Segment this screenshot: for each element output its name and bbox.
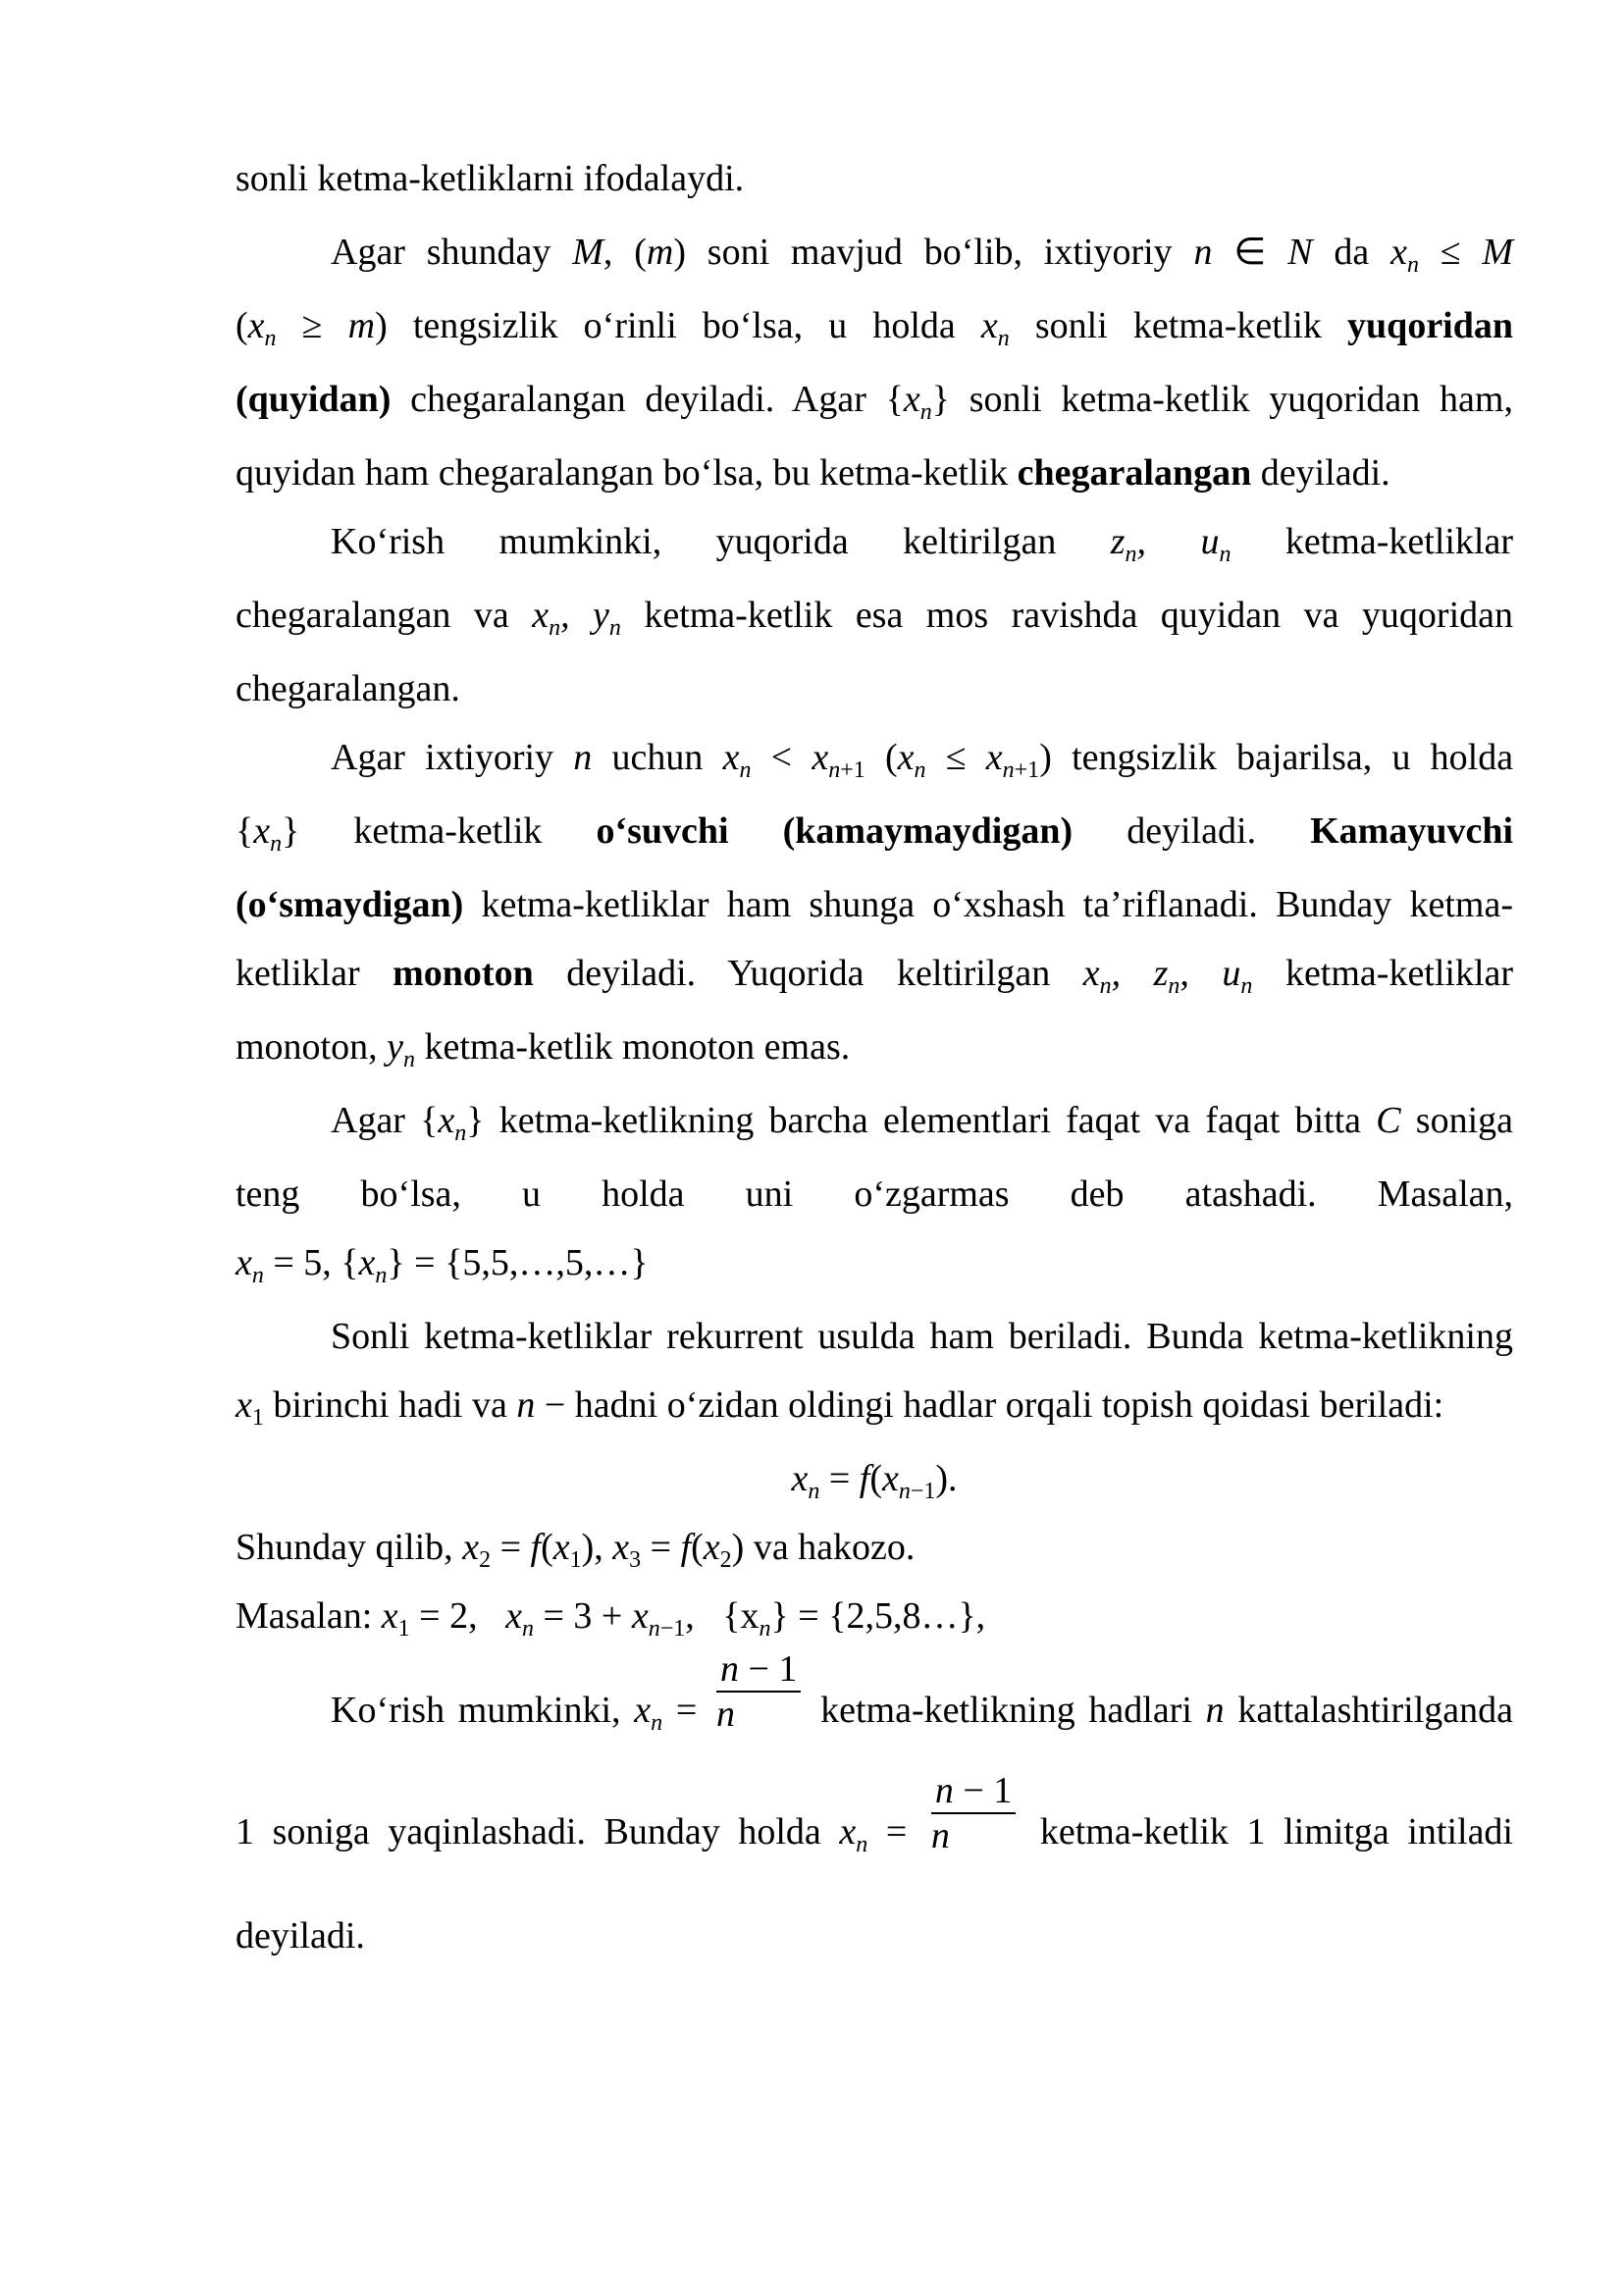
text-line: $x_1$ birinchi hadi va n − hadni o‘zidan oldingi hadlar orqali topish qoidasi beriladi: xyxy=(236,1384,1444,1431)
text-line: quyidan ham chegaralangan bo‘lsa, bu ketma-ketlik chegaralangan deyiladi. xyxy=(236,452,1390,494)
text-line: $\{x_n\}$ ketma-ketlik o‘suvchi (kamaymaydigan) deyiladi. Kamayuvchi xyxy=(236,810,1514,857)
text-line: deyiladi. xyxy=(236,1915,365,1956)
formula-line: $x_n = 5$, $\{x_n\}$ = {5,5,…,5,…} xyxy=(236,1242,649,1288)
text-line: chegaralangan. xyxy=(236,668,460,709)
text-line: Agar shunday M, (m) soni mavjud bo‘lib, ixtiyoriy n ∈ N da $x_n \le M$ xyxy=(331,232,1514,278)
text-line: Ko‘rish mumkinki, yuqorida keltirilgan $z_n$, $u_n$ ketma-ketliklar xyxy=(331,521,1514,567)
text-line: Masalan: $x_1 = 2$, $x_n = 3 + x_{n-1}$, $\{x_n\}$ = {2,5,8…}, xyxy=(236,1595,986,1642)
text-line: Sonli ketma-ketliklar rekurrent usulda ham beriladi. Bunda ketma-ketlikning xyxy=(331,1316,1513,1357)
fraction: $\frac{n - 1}{n}$ xyxy=(931,1769,1016,1857)
text-line: Agar ixtiyoriy n uchun $x_n < x_{n+1}$ $(x_n \le x_{n+1})$ tengsizlik bajarilsa, u holda xyxy=(331,737,1514,783)
fraction: $\frac{n - 1}{n}$ xyxy=(716,1647,801,1736)
text-line: Shunday qilib, $x_2 = f(x_1)$, $x_3 = f(x_2)$ va hakozo. xyxy=(236,1527,916,1573)
text-line: teng bo‘lsa, u holda uni o‘zgarmas deb atashadi. Masalan, xyxy=(236,1174,1513,1215)
text-line: (quyidan) chegaralangan deyiladi. Agar $\{x_n\}$ sonli ketma-ketlik yuqoridan ham, xyxy=(236,379,1513,425)
text-line: Ko‘rish mumkinki, $x_n$ = $\frac{n - 1}{n}$ ketma-ketlikning hadlari n kattalashtirilganda xyxy=(331,1648,1513,1736)
text-line: ketliklar monoton deyiladi. Yuqorida keltirilgan $x_n$, $z_n$, $u_n$ ketma-ketliklar xyxy=(236,953,1514,999)
formula-line: $x_n = f(x_{n-1})$. xyxy=(791,1458,958,1504)
text-line: $(x_n \ge m)$ tengsizlik o‘rinli bo‘lsa, u holda $x_n$ sonli ketma-ketlik yuqoridan xyxy=(236,305,1514,351)
text-line: (o‘smaydigan) ketma-ketliklar ham shunga o‘xshash ta’riflanadi. Bunday ketma- xyxy=(236,884,1513,925)
text-line: chegaralangan va $x_n$, $y_n$ ketma-ketlik esa mos ravishda quyidan va yuqoridan xyxy=(236,595,1514,641)
text-line: monoton, $y_n$ ketma-ketlik monoton emas. xyxy=(236,1026,851,1072)
text-line: 1 soniga yaqinlashadi. Bunday holda $x_n$ = $\frac{n - 1}{n}$ ketma-ketlik 1 limitga intiladi xyxy=(236,1770,1513,1857)
text-line: sonli ketma-ketliklarni ifodalaydi. xyxy=(236,158,745,199)
text-line: Agar $\{x_n\}$ ketma-ketlikning barcha elementlari faqat va faqat bitta C soniga xyxy=(331,1100,1513,1146)
